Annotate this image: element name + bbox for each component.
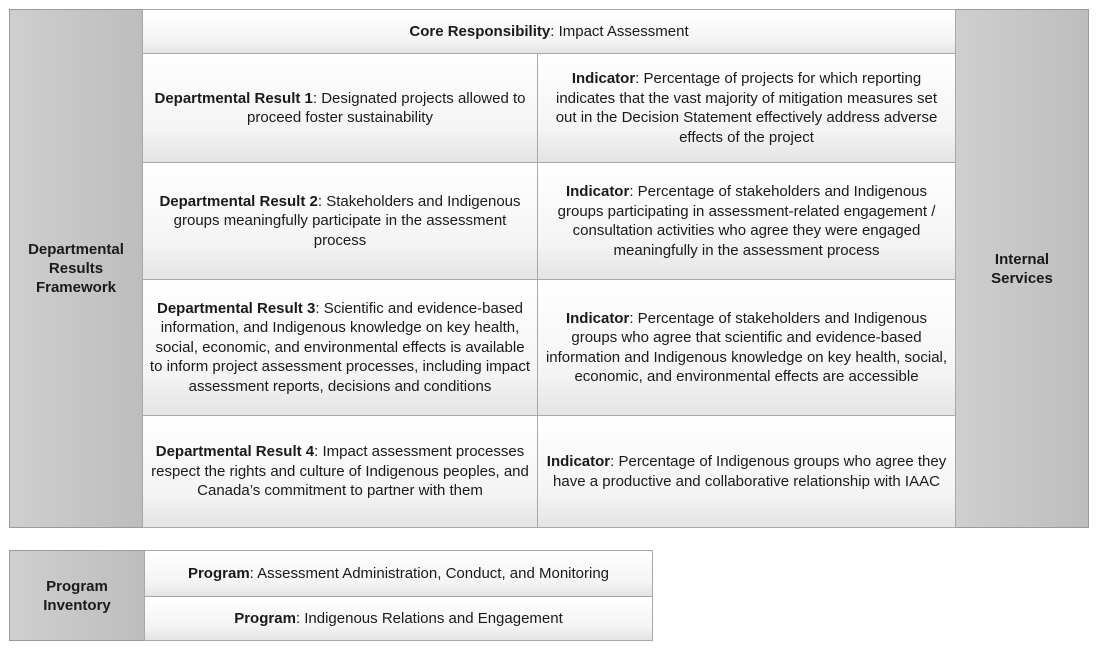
internal-services-text: Internal Services [991, 250, 1053, 287]
indicator-4-label: Indicator [546, 453, 611, 470]
indicator-3: Indicator: Percentage of stakeholders and Indigenous groups who agree that scientific and evidence-based information and Indigenous knowledge on key health, social, economic, and environmental effects are accessible [537, 279, 956, 416]
indicator-2-text: Percentage of stakeholders and Indigenous groups participating in assessment-related engagement / consultation activities who agree they were engaged meaningfully in the assessment process [557, 183, 936, 259]
indicator-4-text: Percentage of Indigenous groups who agree they have a productive and collaborative relationship with IAAC [553, 453, 947, 490]
result-1-label: Departmental Result 1 [154, 89, 313, 107]
result-3-label: Departmental Result 3 [156, 299, 316, 317]
result-2-label: Departmental Result 2 [159, 192, 318, 210]
indicator-2-label: Indicator [565, 183, 630, 200]
indicator-4: Indicator: Percentage of Indigenous groups who agree they have a productive and collaborative relationship with IAAC [537, 415, 956, 528]
indicator-1: Indicator: Percentage of projects for which reporting indicates that the vast majority of mitigation measures set out in the Decision Statement effectively address adverse effects of the project [537, 53, 956, 163]
indicator-3-text: Percentage of stakeholders and Indigenous groups who agree that scientific and evidence-based information and Indigenous knowledge on key health, social, economic, and environmental effects are accessible [545, 309, 948, 385]
program-2-value: Indigenous Relations and Engagement [304, 609, 563, 627]
program-inventory-label [9, 550, 145, 641]
core-responsibility: Core Responsibility: Impact Assessment [142, 9, 956, 54]
framework-label-text: Departmental Results Framework [28, 241, 124, 296]
result-1-text: Designated projects allowed to proceed foster sustainability [247, 89, 526, 126]
result-3-text: Scientific and evidence-based information, and Indigenous knowledge on key health, social, economic, and environmental effects is available to inform project assessment processes, including impact assessment reports, decisions and conditions [149, 299, 531, 395]
result-2-text: Stakeholders and Indigenous groups meaningfully participate in the assessment process [173, 192, 521, 249]
program-1-label: Program [187, 564, 250, 582]
indicator-1-text: Percentage of projects for which reporting indicates that the vast majority of mitigation measures set out in the Decision Statement effectively address adverse effects of the project [555, 70, 938, 146]
departmental-result-4: Departmental Result 4: Impact assessment processes respect the rights and culture of Indigenous peoples, and Canada’s commitment to partner with them [142, 415, 538, 528]
program-2-label: Program [234, 609, 296, 627]
core-responsibility-label: Core Responsibility [409, 22, 551, 40]
program-1-value: Assessment Administration, Conduct, and Monitoring [257, 564, 610, 582]
departmental-results-framework-label [9, 9, 143, 528]
core-responsibility-value: Impact Assessment [558, 22, 689, 40]
departmental-result-3: Departmental Result 3: Scientific and evidence-based information, and Indigenous knowledge on key health, social, economic, and environmental effects is available to inform project assessment processes, including impact assessment reports, decisions and conditions [142, 279, 538, 416]
program-inventory-text: Program Inventory [43, 577, 111, 614]
departmental-result-1: Departmental Result 1: Designated projects allowed to proceed foster sustainability [142, 53, 538, 163]
departmental-result-2: Departmental Result 2: Stakeholders and Indigenous groups meaningfully participate in the assessment process [142, 162, 538, 280]
indicator-2: Indicator: Percentage of stakeholders and Indigenous groups participating in assessment-related engagement / consultation activities who agree they were engaged meaningfully in the assessment process [537, 162, 956, 280]
indicator-3-label: Indicator [565, 309, 630, 327]
program-2: Program: Indigenous Relations and Engagement [144, 596, 653, 641]
program-1: Program: Assessment Administration, Conduct, and Monitoring [144, 550, 653, 597]
result-4-text: Impact assessment processes respect the rights and culture of Indigenous peoples, and Canada’s commitment to partner with them [151, 443, 529, 500]
indicator-1-label: Indicator [571, 70, 636, 87]
result-4-label: Departmental Result 4 [155, 443, 315, 461]
internal-services-label [955, 9, 1089, 528]
